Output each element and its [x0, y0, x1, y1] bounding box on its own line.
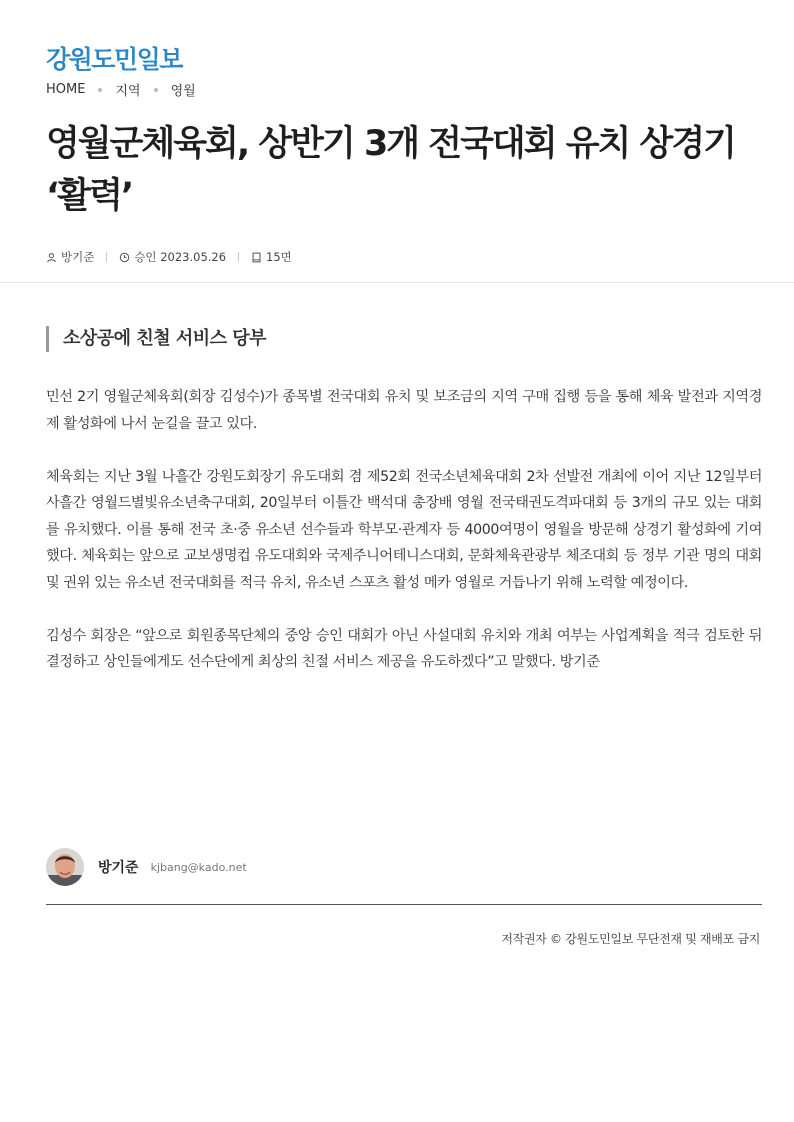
- header-divider: [0, 282, 794, 283]
- copyright-notice: 저작권자 © 강원도민일보 무단전재 및 재배포 금지: [501, 932, 760, 946]
- breadcrumb-yeongwol[interactable]: 영월: [170, 84, 196, 99]
- breadcrumb-separator: [154, 88, 158, 92]
- article-headline: 영월군체육회, 상반기 3개 전국대회 유치 상경기 ‘활력’: [46, 124, 735, 216]
- breadcrumb-separator: [98, 88, 102, 92]
- breadcrumb-home[interactable]: HOME: [46, 82, 86, 97]
- meta-page: [251, 249, 292, 265]
- avatar: [46, 848, 84, 886]
- article-paragraph: 김성수 회장은 “앞으로 회원종목단체의 중앙 승인 대회가 아닌 사설대회 유치와 개최 여부는 사업계획을 적극 검토한 뒤 결정하고 상인들에게도 선수단에게 최상의 친절 서비스 제공을 유도하겠다”고 말했다. 방기준: [46, 627, 762, 670]
- breadcrumb-region[interactable]: 지역: [115, 84, 141, 99]
- meta-approved-date: 승인 2023.05.26: [134, 250, 227, 264]
- meta-author: [46, 249, 94, 265]
- site-logo[interactable]: 강원도민일보: [46, 45, 182, 74]
- person-icon: [46, 252, 57, 263]
- meta-page-number: 15면: [266, 250, 292, 264]
- page-icon: [251, 252, 262, 263]
- article-subheading: 소상공에 친철 서비스 당부: [46, 326, 266, 352]
- author-photo-icon: [46, 848, 84, 886]
- footer-divider: [46, 904, 762, 905]
- author-email[interactable]: kjbang@kado.net: [150, 860, 247, 874]
- clock-icon: [119, 252, 130, 263]
- article-meta: [46, 249, 292, 265]
- author-name[interactable]: 방기준: [98, 860, 139, 876]
- article-body: [46, 384, 762, 702]
- meta-divider: [238, 252, 239, 262]
- article-paragraph: 민선 2기 영월군체육회(회장 김성수)가 종목별 전국대회 유치 및 보조금의 지역 구매 집행 등을 통해 체육 발전과 지역경제 활성화에 나서 눈길을 끌고 있다.: [46, 389, 762, 432]
- author-box: [46, 848, 247, 886]
- article-paragraph: 체육회는 지난 3월 나흘간 강원도회장기 유도대회 겸 제52회 전국소년체육대회 2차 선발전 개최에 이어 지난 12일부터 사흘간 영월드별빛유소년축구대회, 20일부터 이틀간 백석대 총장배 영월 전국태권도격파대회 등 3개의 규모 있는 대회를 유치했다. 이를 통해 전국 초·중 유소년 선수들과 학부모·관계자 등 4000여명이 영월을 방문해 상경기 활성화에 기여했다. 체육회는 앞으로 교보생명컵 유도대회와 국제주니어테니스대회, 문화체육관광부 체조대회 등 정부 기관 명의 대회 및 권위 있는 유소년 전국대회를 적극 유치, 유소년 스포츠 활성 메카 영월로 거듭나기 위해 노력할 예정이다.: [46, 468, 762, 591]
- breadcrumb: [46, 80, 196, 99]
- meta-divider: [106, 252, 107, 262]
- meta-approved: [119, 249, 226, 265]
- meta-author-name: 방기준: [61, 250, 95, 264]
